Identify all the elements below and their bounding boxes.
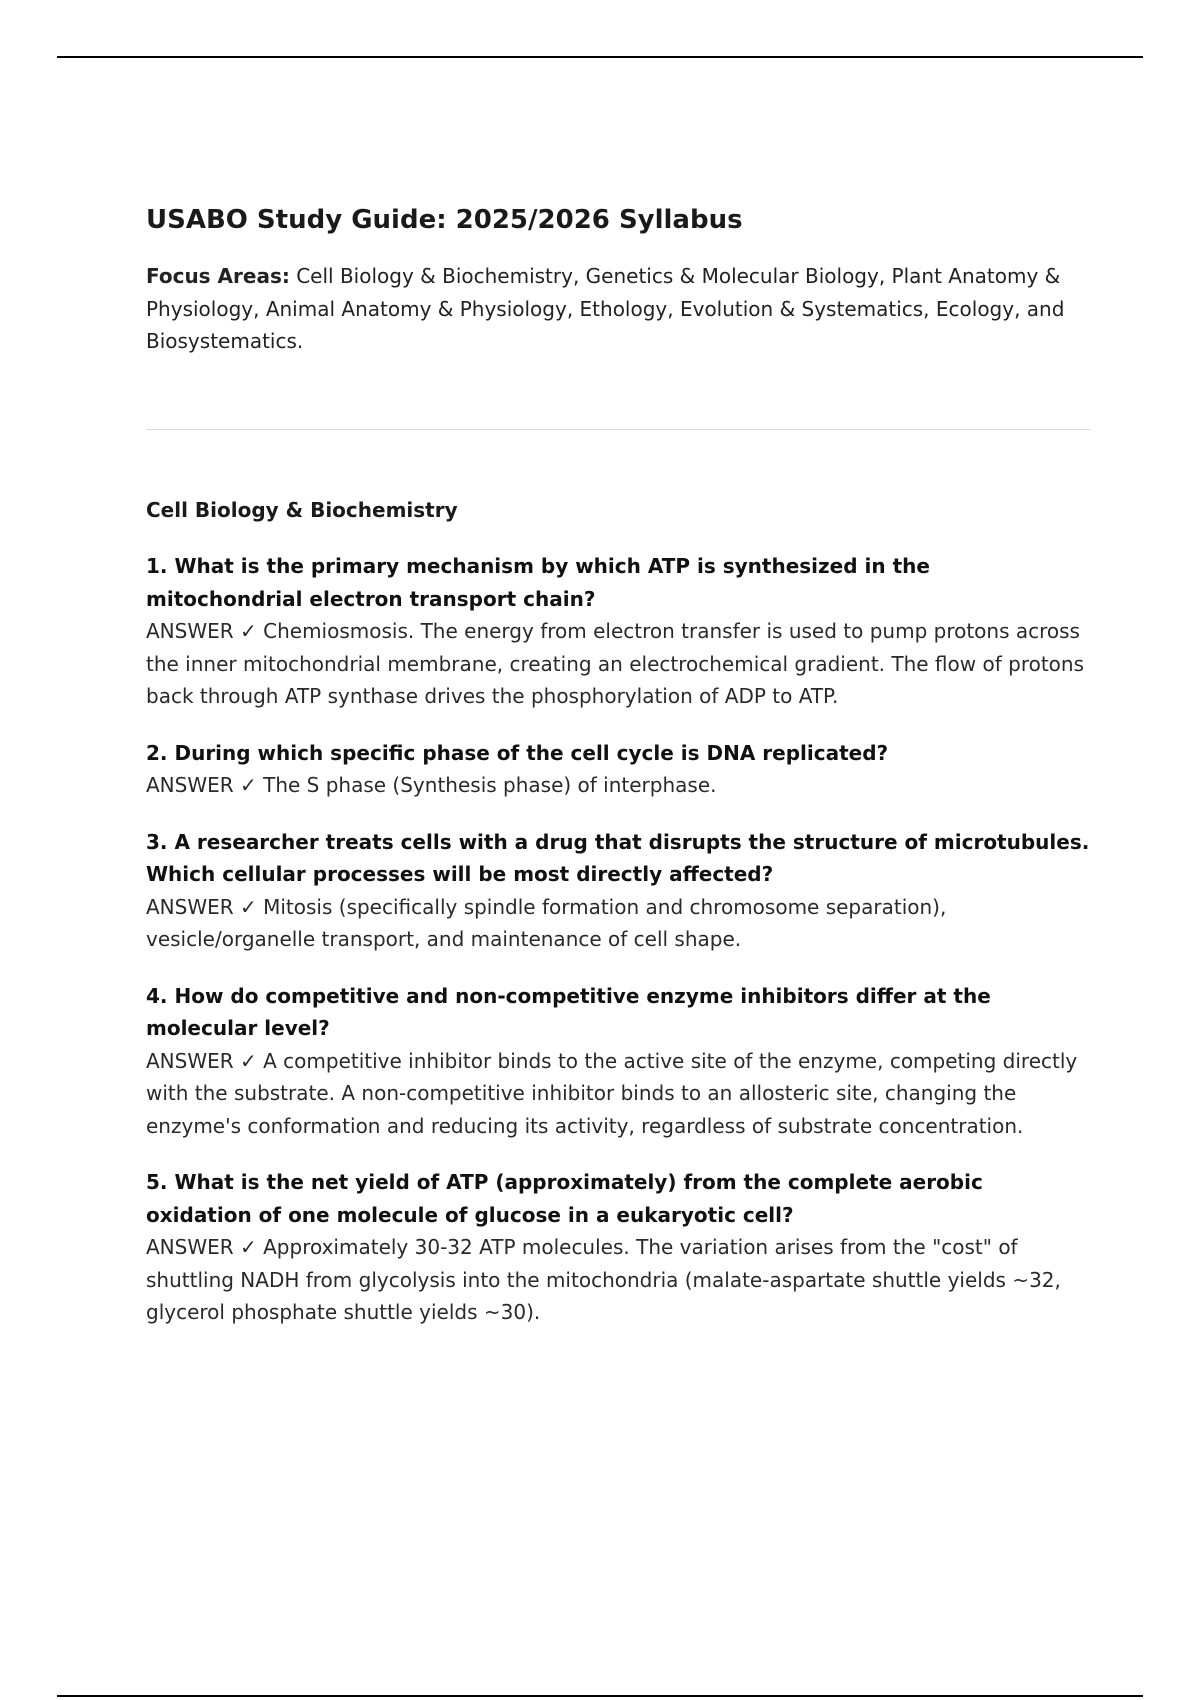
page-top-rule bbox=[57, 56, 1143, 58]
question-text: 4. How do competitive and non-competitive enzyme inhibitors differ at the molecular level? bbox=[146, 983, 991, 1040]
answer-text: ANSWER ✓ Approximately 30-32 ATP molecules. The variation arises from the "cost" of shuttling NADH from glycolysis into the mitochondria (malate-aspartate shuttle yields ~32, glycerol phosphate shuttle yields ~30). bbox=[146, 1235, 1061, 1324]
qa-item-5 bbox=[146, 1166, 1091, 1329]
qa-item-2 bbox=[146, 737, 1091, 802]
answer-text: ANSWER ✓ Mitosis (specifically spindle formation and chromosome separation), vesicle/organelle transport, and maintenance of cell shape. bbox=[146, 894, 947, 951]
qa-item-4 bbox=[146, 980, 1091, 1143]
document-title: USABO Study Guide: 2025/2026 Syllabus bbox=[146, 205, 743, 235]
page-bottom-rule bbox=[57, 1695, 1143, 1697]
answer-text: ANSWER ✓ Chemiosmosis. The energy from electron transfer is used to pump protons across the inner mitochondrial membrane, creating an electrochemical gradient. The flow of protons back through ATP synthase drives the phosphorylation of ADP to ATP. bbox=[146, 619, 1085, 708]
section-heading: Cell Biology & Biochemistry bbox=[146, 497, 458, 522]
focus-areas bbox=[146, 260, 1091, 358]
qa-item-3 bbox=[146, 826, 1091, 956]
question-text: 1. What is the primary mechanism by which ATP is synthesized in the mitochondrial electron transport chain? bbox=[146, 554, 930, 611]
qa-item-1 bbox=[146, 550, 1091, 713]
question-text: 5. What is the net yield of ATP (approximately) from the complete aerobic oxidation of one molecule of glucose in a eukaryotic cell? bbox=[146, 1170, 983, 1227]
answer-text: ANSWER ✓ A competitive inhibitor binds to the active site of the enzyme, competing directly with the substrate. A non-competitive inhibitor binds to an allosteric site, changing the enzyme's conformation and reducing its activity, regardless of substrate concentration. bbox=[146, 1048, 1078, 1138]
document-content bbox=[146, 198, 1091, 1329]
question-text: 3. A researcher treats cells with a drug that disrupts the structure of microtubules. Which cellular processes will be most directly affected? bbox=[146, 829, 1090, 886]
question-text: 2. During which specific phase of the cell cycle is DNA replicated? bbox=[146, 740, 889, 765]
answer-text: ANSWER ✓ The S phase (Synthesis phase) of interphase. bbox=[146, 773, 717, 797]
section-divider bbox=[146, 429, 1091, 430]
focus-areas-label: Focus Areas: bbox=[146, 264, 290, 288]
focus-areas-text: Cell Biology & Biochemistry, Genetics & Molecular Biology, Plant Anatomy & Physiology, Animal Anatomy & Physiology, Ethology, Evolution & Systematics, Ecology, and Biosystematics. bbox=[146, 264, 1065, 353]
